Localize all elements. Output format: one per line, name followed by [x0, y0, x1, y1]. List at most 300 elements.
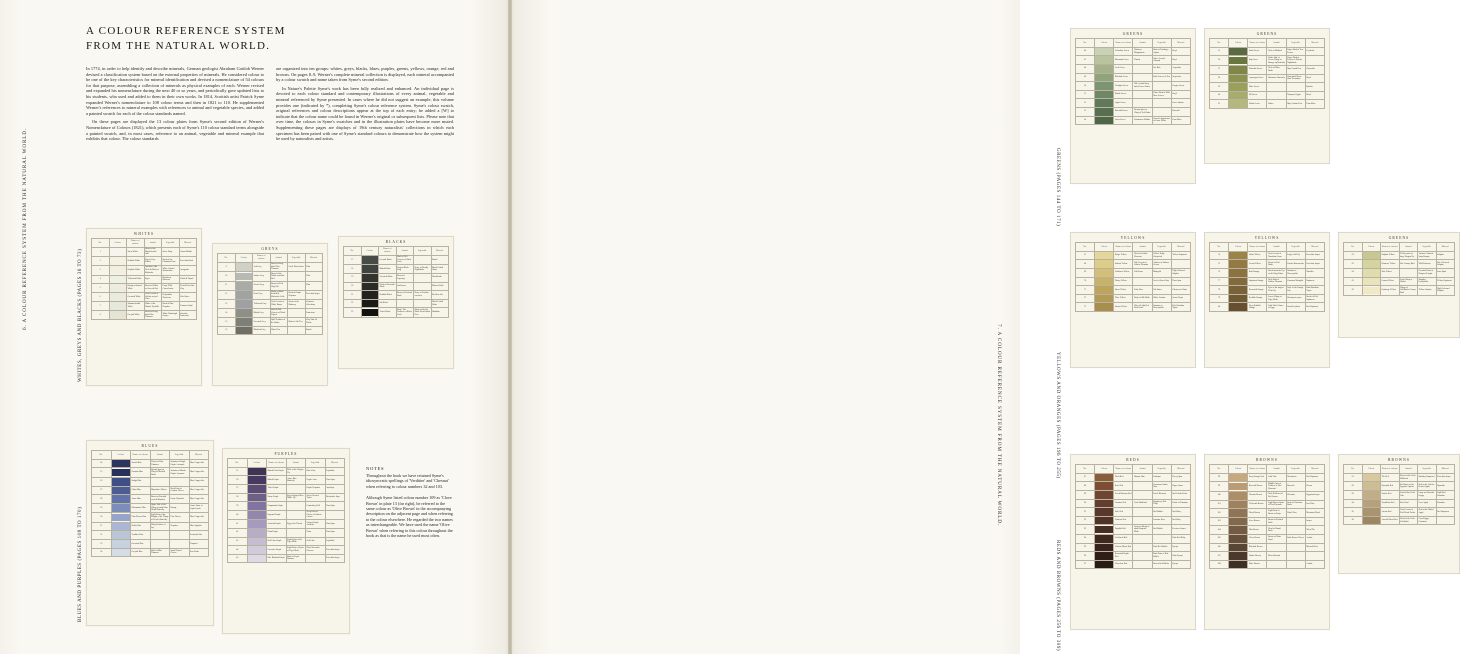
colour-number: 80 — [1210, 303, 1229, 312]
colour-swatch-cell — [1095, 73, 1114, 82]
colour-swatch-cell — [1095, 473, 1114, 482]
table-row — [344, 308, 449, 318]
animal-example: Tail of small long tailed Green Parrot — [1133, 82, 1152, 91]
vegetable-example: Yellow Jasmine — [1418, 286, 1437, 296]
mineral-example: Blue Sapphire — [189, 522, 209, 531]
colour-number: 43 — [228, 537, 248, 546]
colour-swatch-cell — [247, 493, 267, 502]
column-header: Colour — [1229, 243, 1248, 252]
column-header: Mineral — [189, 451, 209, 460]
colour-swatch — [1095, 474, 1113, 482]
colour-name: Arterial Blood Red — [1381, 516, 1400, 525]
table-row — [1076, 116, 1191, 125]
animal-example: Head of the Cock Goldfinch — [1399, 516, 1418, 525]
column-header: Names of colours — [253, 254, 271, 263]
colour-swatch-cell — [1095, 251, 1114, 260]
table-row — [218, 318, 323, 327]
colour-name: Saffron Yellow — [1114, 260, 1133, 269]
column-header: Colour — [1362, 465, 1381, 474]
mineral-example: Beryl — [1171, 47, 1190, 56]
mineral-example: Green Quartz — [1171, 99, 1190, 108]
vegetable-example: Dark Red Dahlia — [1152, 543, 1171, 552]
colour-number: 58 — [1210, 74, 1229, 83]
vegetable-example: Back of Blue Hepatica — [162, 302, 180, 311]
animal-example: Upper Side of the Wings of small blue Heath Butterfly — [151, 504, 168, 512]
vegetable-example: Silver Leaved Almond — [1152, 56, 1171, 65]
animal-example: Breast of Pochard Duck — [396, 291, 414, 300]
vegetable-example: Shrubby Goldylocks — [1418, 277, 1437, 286]
colour-name: Emerald Green — [1114, 107, 1133, 116]
column-header: Names of colours — [379, 247, 397, 256]
colour-name: Vermillion Red — [1381, 499, 1400, 508]
column-header: Colour — [1229, 39, 1248, 48]
colour-swatch — [1095, 517, 1113, 525]
colour-swatch — [112, 531, 131, 539]
vegetable-example: Red Dahlia — [1152, 508, 1171, 517]
mineral-example: Red Orpiment — [1305, 473, 1324, 482]
mineral-example — [1171, 260, 1190, 269]
colour-name: Carmine Red — [1114, 499, 1133, 508]
colour-swatch-cell — [111, 540, 131, 549]
colour-number: 7 — [92, 302, 110, 311]
colour-name: Blackish Grey — [253, 326, 271, 335]
vegetable-example — [414, 273, 432, 282]
mineral-example: Calcareous Sinter — [1171, 286, 1190, 295]
colour-swatch-cell — [1095, 543, 1114, 552]
animal-example — [1133, 99, 1152, 108]
vegetable-example: Variegated Horse Shoe Geranium — [1286, 74, 1305, 83]
table-row — [1344, 260, 1455, 269]
vegetable-example — [414, 255, 432, 265]
table-row — [344, 255, 449, 265]
colour-swatch-cell — [111, 522, 131, 531]
column-header: Mineral — [1171, 243, 1190, 252]
animal-example — [286, 528, 306, 537]
colour-swatch-cell — [361, 299, 379, 308]
colour-swatch — [362, 300, 379, 308]
column-header: Colour — [111, 451, 131, 460]
table-row — [1076, 473, 1191, 482]
colour-swatch-cell — [109, 257, 127, 266]
table-row — [228, 502, 345, 511]
colour-number: 74 — [1210, 251, 1229, 260]
mineral-example: Zircon — [1305, 482, 1324, 492]
mineral-example: Beryl — [1171, 56, 1190, 65]
colour-swatch-cell — [235, 290, 253, 300]
mineral-example: Cinnabar — [1436, 499, 1455, 508]
column-header: No. — [92, 451, 112, 460]
column-header: No. — [1076, 39, 1095, 48]
colour-number: 1 — [92, 247, 110, 257]
colour-swatch-cell — [1229, 294, 1248, 303]
colour-swatch — [1229, 57, 1247, 65]
colour-name: Hair Brown — [1248, 526, 1267, 535]
animal-example: Water Hen — [270, 326, 288, 335]
colour-number: 54 — [1076, 116, 1095, 125]
colour-number: 75 — [1210, 260, 1229, 269]
colour-number: 96 — [1076, 552, 1095, 561]
column-header: Vegetable — [162, 239, 180, 248]
colour-swatch — [1229, 286, 1247, 294]
mineral-example: High Coloured Sulphur — [1171, 268, 1190, 277]
vegetable-example — [306, 554, 326, 563]
colour-swatch-cell — [1095, 303, 1114, 312]
colour-name: China Blue — [131, 486, 151, 495]
animal-example: Moor Buzzard — [1267, 552, 1286, 561]
plate-greens-3 — [1338, 232, 1460, 338]
colour-name: Sienna Yellow — [1114, 303, 1133, 312]
table-row — [92, 503, 209, 513]
colour-swatch — [1095, 508, 1113, 516]
table-row — [92, 468, 209, 478]
animal-example: Breast of the Robin round the Red — [270, 272, 288, 282]
vegetable-example — [1286, 83, 1305, 92]
animal-example — [396, 299, 414, 308]
table-row — [218, 262, 323, 272]
column-header: No. — [228, 459, 248, 468]
colour-swatch-cell — [247, 520, 267, 529]
table-row — [1210, 91, 1325, 100]
table-row — [1344, 251, 1455, 260]
vegetable-example: Love Apple — [1418, 499, 1437, 508]
colour-number: 90 — [1076, 499, 1095, 508]
colour-number: 81 — [1344, 473, 1363, 482]
colour-swatch — [1095, 108, 1113, 116]
mineral-example: Red Ruby — [1171, 508, 1190, 517]
colour-number: 62 — [1344, 251, 1363, 260]
vegetable-example: Large red Oriental Poppy — [1418, 490, 1437, 499]
colour-swatch — [1095, 56, 1113, 64]
colour-swatch — [1363, 287, 1381, 295]
vegetable-example: Large Wild Convolvulus — [162, 284, 180, 293]
colour-swatch-cell — [1095, 90, 1114, 99]
colour-swatch — [1095, 278, 1113, 286]
colour-number: 63 — [1344, 260, 1363, 269]
vegetable-example — [1152, 107, 1171, 116]
colour-swatch-cell — [247, 467, 267, 476]
column-header: Names of colours — [1248, 465, 1267, 474]
vegetable-example — [1286, 552, 1305, 561]
vegetable-example: Dark Parts of Red Dahlia — [1152, 552, 1171, 561]
colour-number: 38 — [228, 493, 248, 502]
animal-example — [1133, 482, 1152, 491]
animal-example — [1133, 560, 1152, 569]
plate-table — [1209, 464, 1325, 569]
colour-swatch — [1229, 269, 1247, 277]
colour-name: Clove Brown — [1248, 534, 1267, 543]
mineral-example: Hyacinth — [1436, 482, 1455, 491]
plate-group-label-greens: GREENS (PAGES 144 TO 171) — [1055, 148, 1060, 227]
colour-number: 72 — [1076, 294, 1095, 303]
colour-name: Scarlet Red — [1381, 490, 1400, 499]
colour-swatch-cell — [1095, 116, 1114, 125]
column-header: Vegetable — [288, 254, 306, 263]
vegetable-example: Berry of Fuchsia coccinea — [414, 291, 432, 300]
colour-name: Greenish White — [127, 292, 145, 302]
vegetable-example: Sweet Scented Violet — [306, 493, 326, 502]
animal-example — [150, 477, 170, 486]
colour-swatch-cell — [1095, 482, 1114, 491]
colour-number: 42 — [228, 528, 248, 537]
animal-example: Egg of the Thrush — [286, 520, 306, 529]
colour-swatch-cell — [1095, 508, 1114, 517]
vegetable-example: Largest Purple Auricula — [306, 520, 326, 529]
intro-text — [86, 66, 454, 145]
notes-block — [366, 466, 454, 544]
colour-number: 50 — [1076, 82, 1095, 91]
colour-name: Bluish Lilac Purple — [267, 467, 287, 476]
animal-example: Guillemot — [396, 282, 414, 291]
column-header: Vegetable — [170, 451, 190, 460]
table-row — [218, 272, 323, 282]
column-header: Animal — [396, 247, 414, 256]
vegetable-example: Purple Hepatica — [306, 484, 326, 493]
mineral-example: Chalk & Tripoli — [179, 275, 197, 284]
table-row — [1210, 517, 1325, 526]
colour-swatch-cell — [1229, 543, 1248, 552]
table-row — [92, 513, 209, 523]
colour-name: Cochineal Red — [1114, 534, 1133, 543]
column-header: Colour — [1095, 39, 1114, 48]
plate-table — [1209, 242, 1325, 312]
colour-name: Berlin Blue — [131, 522, 151, 531]
colour-swatch-cell — [111, 531, 131, 540]
column-header: Mineral — [1305, 465, 1324, 474]
colour-swatch-cell — [235, 300, 253, 309]
colour-name: Verditter Blue — [131, 531, 151, 540]
colour-swatch — [1229, 100, 1247, 108]
table-row — [1076, 543, 1191, 552]
animal-example: Back of Tail Coverts of Black Cock — [396, 255, 414, 265]
colour-number: 84 — [1344, 499, 1363, 508]
colour-swatch-cell — [1095, 47, 1114, 56]
column-header: No. — [1076, 243, 1095, 252]
mineral-example: Saxon Topaz — [1171, 294, 1190, 303]
vegetable-example: Wild Primrose — [1418, 260, 1437, 269]
table-row — [1210, 509, 1325, 518]
colour-number: 71 — [1076, 286, 1095, 295]
colour-swatch-cell — [1095, 490, 1114, 499]
colour-swatch-cell — [1362, 508, 1381, 517]
page-title-line-2: FROM THE NATURAL WORLD. — [86, 40, 271, 52]
plate-purples — [222, 448, 350, 634]
animal-example: Wing Feathers of Jay — [150, 522, 170, 531]
colour-swatch — [236, 273, 253, 281]
colour-number: 69 — [1076, 268, 1095, 277]
table-row — [1076, 303, 1191, 312]
colour-name: Wine Yellow — [1114, 294, 1133, 303]
colour-swatch — [1229, 483, 1247, 491]
colour-swatch — [1229, 295, 1247, 303]
colour-swatch — [1229, 303, 1247, 311]
animal-example: Back & Tail Coverts of Wood Pigeon — [270, 308, 288, 318]
table-row — [218, 290, 323, 300]
plate-title: YELLOWS — [1254, 236, 1280, 240]
table-row — [1344, 490, 1455, 499]
colour-swatch — [236, 327, 253, 335]
colour-swatch-cell — [1362, 482, 1381, 491]
column-header: Names of colours — [1248, 243, 1267, 252]
plate-greens-2 — [1204, 28, 1330, 164]
mineral-example: Sulphur — [1436, 251, 1455, 260]
table-row — [1076, 56, 1191, 65]
colour-name: Lavender Purple — [267, 546, 287, 555]
animal-example: Neck Ruff of Golden Pheasant — [1267, 277, 1286, 286]
colour-name: Lemon Yellow — [1381, 277, 1400, 286]
table-row — [1344, 473, 1455, 482]
animal-example — [1133, 508, 1152, 517]
colour-name: Imperial Purple — [267, 510, 287, 520]
animal-example — [1399, 268, 1418, 277]
colour-swatch-cell — [1362, 260, 1381, 269]
animal-example: Scarlet Ibis; Gold Fish — [1399, 490, 1418, 499]
colour-name: Velvet Black — [379, 308, 397, 318]
notes-paragraph: Although Syme listed colour number 109 as 'Clove Brown' in plate 13 (far right), he referred to the same colour as 'Olive Brown' in the accompanying description on the adjacent page and when referring to the colour elsewhere. He regarded the two names as interchangeable. We have used the name 'Olive Brown' when referring to this colour throughout the book as that is the name he used most often. — [366, 495, 453, 539]
colour-swatch-cell — [111, 495, 131, 504]
colour-swatch — [248, 511, 267, 519]
vegetable-example: Garden Ranunculus — [1286, 260, 1305, 269]
animal-example: Rhynchites Nitens — [150, 486, 170, 495]
colour-swatch — [1095, 99, 1113, 107]
colour-number: 77 — [1210, 277, 1229, 286]
animal-example: Neck of Mallard — [1267, 47, 1286, 56]
table-header-row — [1076, 243, 1191, 252]
colour-number: 4 — [92, 275, 110, 284]
mineral-example: Porcelain Jasper — [1305, 251, 1324, 260]
mineral-example: Pale Brazilian Topaz — [1171, 303, 1190, 312]
colour-name: Bluish Grey — [253, 308, 271, 318]
column-header: Names of colours — [1248, 39, 1267, 48]
colour-swatch-cell — [1362, 516, 1381, 525]
colour-swatch — [362, 256, 379, 264]
colour-swatch — [1229, 252, 1247, 260]
column-header: Animal — [144, 239, 162, 248]
colour-name: Prussian Blue — [131, 468, 151, 478]
mineral-example: Fluor Spar — [325, 476, 345, 485]
vegetable-example: Scarlet Lychnis — [1286, 303, 1305, 312]
colour-swatch-cell — [1229, 277, 1248, 286]
table-row — [1210, 100, 1325, 109]
colour-swatch-cell — [1229, 526, 1248, 535]
colour-name: Buff Orange — [1248, 268, 1267, 277]
animal-example — [1133, 534, 1152, 543]
colour-number: 95 — [1076, 543, 1095, 552]
animal-example: Breast of Pied Wag Tail — [270, 281, 288, 290]
colour-swatch-cell — [247, 476, 267, 485]
colour-swatch — [362, 283, 379, 291]
mineral-example: Blue Copper Ore — [189, 486, 209, 495]
column-header: Mineral — [1171, 465, 1190, 474]
table-row — [92, 275, 197, 284]
table-row — [1210, 268, 1325, 277]
colour-swatch-cell — [247, 528, 267, 537]
animal-example — [1267, 560, 1286, 569]
colour-name: Gallstone Yellow — [1114, 268, 1133, 277]
animal-example: Middle Parts of Feathers of Hen Pheasant — [1267, 482, 1286, 492]
colour-swatch — [1095, 260, 1113, 268]
mineral-example: Ceylanite — [1305, 47, 1324, 56]
colour-swatch-cell — [1095, 99, 1114, 108]
animal-example: Breast of the Black headed Gull — [144, 247, 162, 257]
colour-number: 44 — [228, 546, 248, 555]
colour-number: 14 — [218, 308, 236, 318]
colour-number: 6 — [92, 292, 110, 302]
colour-swatch — [248, 520, 267, 528]
colour-swatch — [112, 469, 131, 477]
colour-number: 82 — [1344, 482, 1363, 491]
colour-name: Azure Blue — [131, 495, 151, 504]
mineral-example: Azure Stone or Lapis Lazuli — [189, 503, 209, 513]
table-row — [1210, 83, 1325, 92]
table-row — [228, 467, 345, 476]
animal-example: Junction of the Neck & Belly of Kittiwake — [144, 265, 162, 275]
colour-swatch — [1095, 269, 1113, 277]
colour-swatch — [248, 555, 267, 563]
animal-example: Yellow parts of large Dragon Fly — [1399, 251, 1418, 260]
vegetable-example: Large Gold Fly — [1286, 251, 1305, 260]
table-row — [1210, 74, 1325, 83]
table-row — [344, 273, 449, 282]
column-header: No. — [218, 254, 236, 263]
column-header: Vegetable — [414, 247, 432, 256]
vegetable-example — [288, 308, 306, 318]
table-row — [228, 520, 345, 529]
table-header-row — [1210, 465, 1325, 474]
vegetable-example: Raspberry; Red Tulip — [1152, 499, 1171, 508]
column-header: Animal — [1399, 465, 1418, 474]
mineral-example: Beryl — [1305, 74, 1324, 83]
colour-name: Orange-coloured White — [127, 284, 145, 293]
colour-number: 105 — [1210, 534, 1229, 543]
colour-name: Indigo Blue — [131, 477, 151, 486]
colour-swatch — [236, 300, 253, 308]
mineral-example: Blue Copper Ore — [189, 477, 209, 486]
colour-swatch — [1229, 492, 1247, 500]
animal-example: Thrush — [1133, 56, 1152, 65]
plate-browns-top — [1338, 454, 1460, 574]
page-title-line-1: A COLOUR REFERENCE SYSTEM — [86, 25, 286, 37]
animal-example: Phalaena Margaritaria — [1133, 47, 1152, 56]
colour-swatch — [1229, 66, 1247, 74]
colour-swatch — [1229, 535, 1247, 543]
table-row — [1210, 65, 1325, 74]
colour-name: Flax-Flower Blue — [131, 513, 151, 523]
mineral-example: Turquois — [189, 540, 209, 549]
colour-swatch — [110, 293, 127, 301]
plate-table — [1343, 464, 1455, 525]
colour-swatch-cell — [361, 265, 379, 274]
mineral-example: Blue Copper Ore — [189, 495, 209, 504]
colour-name: Olive Brown — [1248, 560, 1267, 569]
colour-swatch-cell — [235, 262, 253, 272]
column-header: Animal — [150, 451, 170, 460]
colour-name: King's Yellow — [1114, 251, 1133, 260]
animal-example — [1133, 490, 1152, 499]
colour-name: Deep Reddish Orange — [1248, 303, 1267, 312]
vegetable-example — [1286, 517, 1305, 526]
colour-number: 18 — [344, 265, 362, 274]
colour-number: 89 — [1076, 490, 1095, 499]
animal-example: Breast of White or Screech Owl — [144, 284, 162, 293]
colour-number: 16 — [218, 326, 236, 335]
colour-swatch-cell — [1362, 490, 1381, 499]
colour-swatch-cell — [1229, 47, 1248, 56]
colour-swatch — [1095, 65, 1113, 73]
colour-swatch-cell — [1229, 500, 1248, 509]
vegetable-example — [288, 281, 306, 290]
column-header: Animal — [1399, 243, 1418, 252]
table-row — [92, 284, 197, 293]
